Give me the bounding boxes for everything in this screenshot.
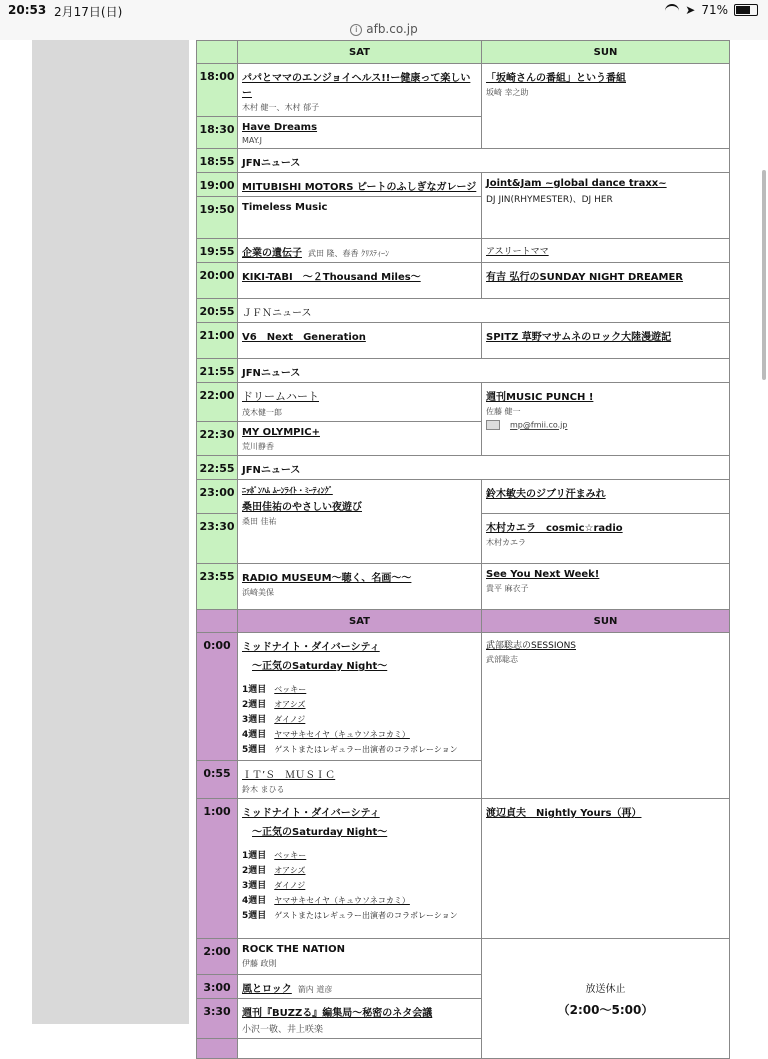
program-title[interactable]: MY OLYMPIC+	[242, 427, 320, 438]
program-host: 箭内 道彦	[297, 985, 333, 994]
battery-icon	[734, 4, 758, 16]
day-header-sat: SAT	[238, 41, 482, 64]
program-title[interactable]: ミッドナイト・ダイバーシティ	[242, 642, 380, 653]
program-host: 桑田 佳祐	[242, 517, 277, 526]
off-air-notice: 放送休止 （2:00～5:00）	[482, 939, 730, 1059]
address-bar[interactable]	[0, 22, 768, 40]
day-header-sat: SAT	[238, 610, 482, 633]
table-row	[197, 633, 730, 761]
program-title[interactable]: 武部聡志のSESSIONS	[486, 641, 577, 651]
table-row	[197, 173, 730, 197]
program-host: MAY.J	[242, 136, 262, 145]
program-title[interactable]: Joint&Jam ~global dance traxx~	[486, 178, 667, 189]
time-cell: 3:30	[197, 999, 238, 1039]
header-row-evening	[197, 41, 730, 64]
program-title[interactable]: 企業の遺伝子	[242, 248, 302, 259]
program-title[interactable]: ROCK THE NATION	[242, 944, 346, 955]
time-cell: 23:30	[197, 514, 238, 564]
mail-link[interactable]: mp@fmii.co.jp	[510, 420, 568, 430]
table-row	[197, 383, 730, 422]
table-row	[197, 323, 730, 359]
time-cell: 18:30	[197, 117, 238, 149]
program-host: 荒川静香	[242, 442, 274, 451]
time-cell: 21:00	[197, 323, 238, 359]
time-cell: 20:55	[197, 299, 238, 323]
program-subtitle[interactable]: ～正気のSaturday Night～	[252, 827, 388, 838]
program-title[interactable]: 「坂崎さんの番組」という番組	[486, 73, 626, 84]
table-row	[197, 299, 730, 323]
table-row	[197, 64, 730, 117]
program-title[interactable]: 有吉 弘行のSUNDAY NIGHT DREAMER	[486, 272, 684, 283]
wifi-icon	[665, 4, 679, 16]
program-title[interactable]: SPITZ 草野マサムネのロック大陸漫遊記	[486, 332, 672, 343]
time-cell: 19:50	[197, 197, 238, 239]
week-line: 2週目 オアシズ	[242, 866, 306, 876]
program-host: DJ JIN(RHYMESTER)、DJ HER	[486, 195, 613, 205]
week-line: 3週目 ダイノジ	[242, 881, 306, 891]
table-row	[197, 480, 730, 514]
program-subtitle[interactable]: ～正気のSaturday Night～	[252, 661, 388, 672]
table-row	[197, 939, 730, 975]
time-cell: 19:00	[197, 173, 238, 197]
battery-percent: 71%	[701, 3, 728, 17]
day-header-sun: SUN	[482, 41, 730, 64]
table-row	[197, 564, 730, 610]
table-row	[197, 456, 730, 480]
table-row	[197, 239, 730, 263]
week-line: 5週目 ゲストまたはレギュラー出演者のコラボレーション	[242, 745, 458, 755]
program-title[interactable]: ドリームハート	[242, 390, 319, 403]
day-header-sun: SUN	[482, 610, 730, 633]
location-icon: ➤	[685, 3, 696, 17]
time-cell: 18:00	[197, 64, 238, 117]
sponsor-title[interactable]: ﾆｯﾎﾟﾝﾊﾑ ﾑｰﾝﾗｲﾄ・ﾐｰﾃｨﾝｸﾞ	[242, 486, 333, 495]
time-cell: 0:00	[197, 633, 238, 761]
status-right	[665, 3, 758, 17]
time-cell: 20:00	[197, 263, 238, 299]
schedule-table	[196, 40, 729, 1059]
program-host: 木村カエラ	[486, 538, 526, 547]
mail-icon	[486, 420, 500, 430]
program-host: 佐藤 健一	[486, 407, 521, 416]
time-cell: 2:00	[197, 939, 238, 975]
status-date: 2月17日(日)	[54, 5, 123, 19]
program-title[interactable]: 桑田佳祐のやさしい夜遊び	[242, 502, 362, 513]
week-line: 3週目 ダイノジ	[242, 715, 306, 725]
program-title[interactable]: 風とロック	[242, 984, 292, 995]
time-cell: 1:00	[197, 799, 238, 939]
news-title: JFNニュース	[242, 368, 301, 379]
program-title[interactable]: RADIO MUSEUM～聴く、名画～～	[242, 573, 412, 584]
week-line: 1週目 ベッキー	[242, 851, 307, 861]
news-title: ＪＦＮニュース	[242, 308, 312, 319]
week-line: 5週目 ゲストまたはレギュラー出演者のコラボレーション	[242, 911, 458, 921]
program-title[interactable]: ミッドナイト・ダイバーシティ	[242, 808, 380, 819]
program-host: 小沢一敬、井上咲楽	[242, 1025, 324, 1035]
time-cell: 22:00	[197, 383, 238, 422]
program-host: 浜崎美保	[242, 588, 274, 597]
program-title[interactable]: ＩＴ’Ｓ ＭＵＳＩＣ	[242, 770, 336, 781]
time-cell: 23:55	[197, 564, 238, 610]
program-title[interactable]: 週刊『BUZZる』編集局～秘密のネタ会議	[242, 1008, 433, 1019]
program-host: 武部聡志	[486, 655, 518, 664]
scrollbar[interactable]	[762, 170, 766, 380]
info-icon[interactable]: i	[350, 24, 362, 36]
time-cell: 19:55	[197, 239, 238, 263]
table-row	[197, 359, 730, 383]
table-row	[197, 799, 730, 939]
url-text: afb.co.jp	[366, 22, 418, 36]
program-title[interactable]: 鈴木敏夫のジブリ汗まみれ	[486, 489, 606, 500]
time-cell: 22:30	[197, 422, 238, 456]
program-host: 茂木健一郎	[242, 408, 282, 417]
header-row-midnight	[197, 610, 730, 633]
left-sidebar	[32, 40, 189, 1024]
time-cell: 23:00	[197, 480, 238, 514]
program-title[interactable]: KIKI-TABI ～２Thousand Miles～	[242, 272, 421, 283]
time-cell: 3:00	[197, 975, 238, 999]
status-bar	[0, 0, 768, 22]
week-line: 4週目 ヤマサキセイヤ（キュウソネコカミ）	[242, 730, 410, 740]
program-host: 坂崎 幸之助	[486, 88, 529, 97]
program-host: 伊藤 政則	[242, 959, 277, 968]
program-title[interactable]: V6 Next Generation	[242, 332, 366, 343]
program-title[interactable]: Timeless Music	[242, 202, 328, 213]
news-title: JFNニュース	[242, 465, 301, 476]
time-cell: 21:55	[197, 359, 238, 383]
status-time: 20:53	[8, 3, 47, 17]
program-host: 木村 健一、木村 郁子	[242, 103, 320, 112]
program-title[interactable]: 週刊MUSIC PUNCH !	[486, 392, 594, 403]
week-line: 1週目 ベッキー	[242, 685, 307, 695]
program-host: 鈴木 まひる	[242, 785, 285, 794]
program-title[interactable]: MITUBISHI MOTORS ピートのふしぎなガレージ	[242, 182, 477, 193]
time-cell: 22:55	[197, 456, 238, 480]
time-cell: 18:55	[197, 149, 238, 173]
program-host: 貴平 麻衣子	[486, 584, 529, 593]
program-title[interactable]: アスリートママ	[486, 247, 549, 257]
news-title: JFNニュース	[242, 158, 301, 169]
program-host: 武田 隆、春香 ｸﾘｽﾃｨｰﾝ	[308, 249, 390, 258]
program-title[interactable]: 渡辺貞夫 Nightly Yours（再）	[486, 808, 642, 819]
table-row	[197, 149, 730, 173]
program-title[interactable]: パパとママのエンジョイヘルス!!ー健康って楽しいー	[242, 73, 471, 99]
program-title[interactable]: Have Dreams	[242, 122, 318, 133]
week-line: 2週目 オアシズ	[242, 700, 306, 710]
program-title[interactable]: See You Next Week!	[486, 569, 600, 580]
time-cell: 0:55	[197, 761, 238, 799]
program-title[interactable]: 木村カエラ cosmic☆radio	[486, 523, 623, 534]
week-line: 4週目 ヤマサキセイヤ（キュウソネコカミ）	[242, 896, 410, 906]
table-row	[197, 263, 730, 299]
